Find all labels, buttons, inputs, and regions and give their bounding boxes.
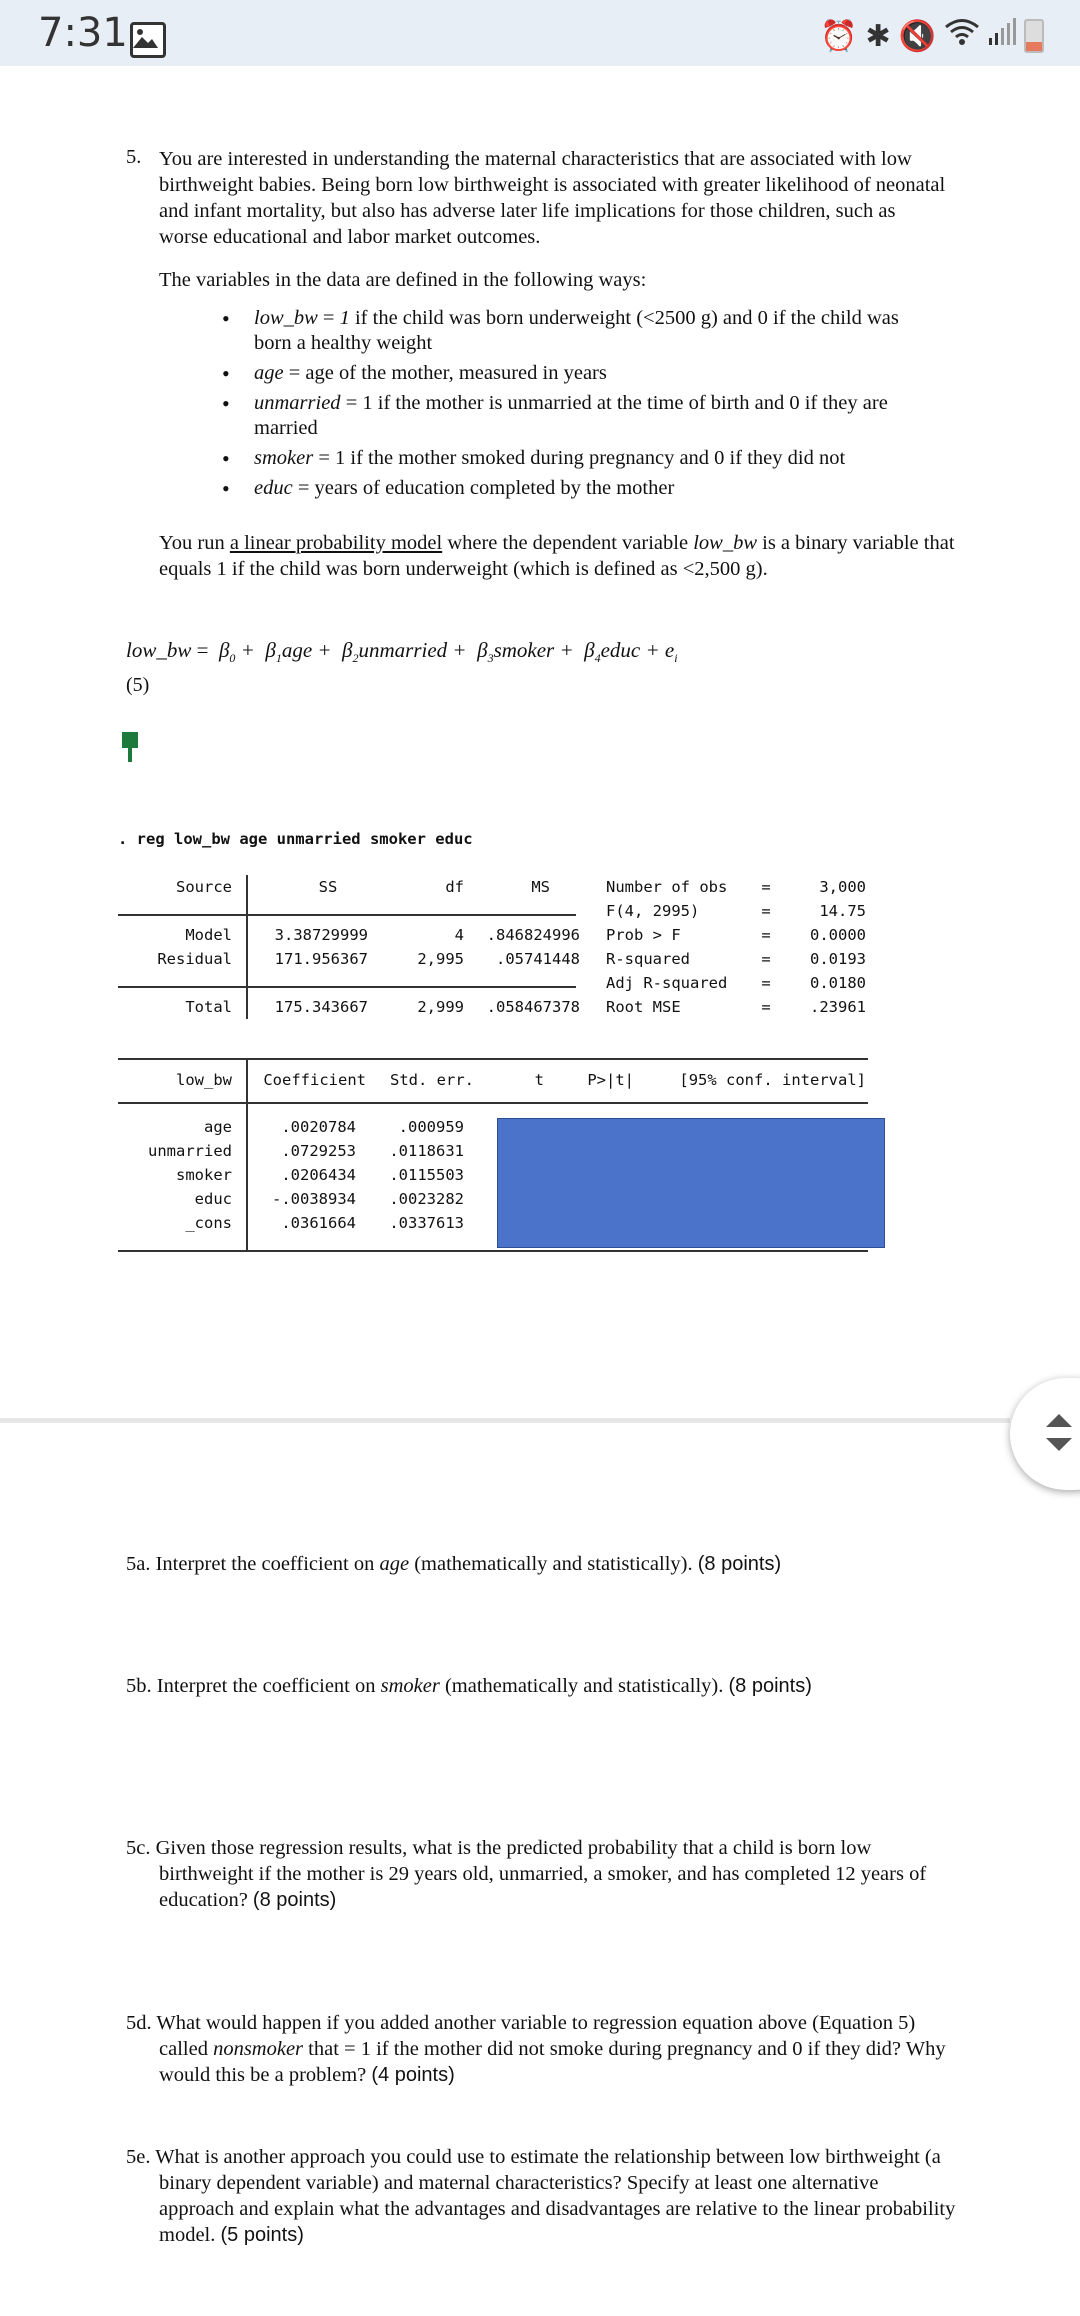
stat-value: 0.0180 [810, 974, 866, 992]
stat-equals: = [761, 926, 771, 944]
redaction-box [497, 1118, 885, 1248]
anova-row-source: Model [185, 926, 232, 944]
anova-total-ss: 175.343667 [274, 998, 368, 1016]
anova-total-source: Total [185, 998, 232, 1016]
variable-item: • educ = years of education completed by the mother [218, 476, 938, 501]
coef-variable: _cons [185, 1214, 232, 1232]
signal-icon [988, 18, 1016, 54]
coef-header-t: t [534, 1071, 544, 1089]
coef-header-ci: [95% conf. interval] [679, 1071, 866, 1089]
mute-icon: 🔇 [898, 18, 936, 54]
page-divider [0, 1418, 1010, 1423]
scroll-down-icon[interactable] [1046, 1438, 1072, 1451]
anova-row-df: 2,995 [417, 950, 464, 968]
stat-equals: = [761, 950, 771, 968]
scroll-up-icon[interactable] [1046, 1414, 1072, 1427]
stat-value: 0.0193 [810, 950, 866, 968]
coef-variable: unmarried [148, 1142, 232, 1160]
coef-header-coefficient: Coefficient [263, 1071, 366, 1089]
equation-number: (5) [126, 674, 150, 696]
coef-variable: age [204, 1118, 232, 1136]
anova-row-ss: 171.956367 [274, 950, 368, 968]
anova-total-df: 2,999 [417, 998, 464, 1016]
anova-row-source: Residual [157, 950, 232, 968]
coef-value: -.0038934 [272, 1190, 356, 1208]
stat-equals: = [761, 998, 771, 1016]
anova-header-source: Source [176, 878, 232, 896]
regression-equation: low_bw = $\beta_0 + \beta_1age$ + $\beta_2unmarried$ + $\beta_3smoker$ + $\beta_4educ + e_i$ [126, 638, 678, 666]
question-number: 5. [126, 146, 142, 168]
question-5c: 5c. Given those regression results, what is the predicted probability that a child is born low birthweight if the mother is 29 years old, unmarried, a smoker, and has completed 12 years of education? (8 points) [126, 1837, 927, 1911]
coef-std-err: .0337613 [389, 1214, 464, 1232]
anova-header-ss: SS [318, 878, 338, 896]
anova-rule [118, 914, 576, 916]
variables-heading: The variables in the data are defined in the following ways: [159, 269, 647, 291]
coef-header-depvar: low_bw [176, 1071, 232, 1089]
coef-divider [246, 1058, 248, 1250]
stat-label: Root MSE [606, 998, 681, 1016]
stat-label: Number of obs [606, 878, 728, 896]
coef-std-err: .000959 [398, 1118, 464, 1136]
variable-list [218, 306, 938, 506]
question-5a: 5a. Interpret the coefficient on age (mathematically and statistically). (8 points) [126, 1553, 782, 1575]
stat-value: 3,000 [819, 878, 866, 896]
alarm-icon: ⏰ [820, 18, 858, 54]
anova-row-ms: .846824996 [486, 926, 580, 944]
stat-label: Adj R-squared [606, 974, 728, 992]
coef-std-err: .0118631 [389, 1142, 464, 1160]
variable-item: • smoker = 1 if the mother smoked during pregnancy and 0 if they did not [218, 446, 938, 471]
stata-command: . reg low_bw age unmarried smoker educ [118, 830, 473, 848]
anova-row-ss: 3.38729999 [274, 926, 368, 944]
stat-label: F(4, 2995) [606, 902, 700, 920]
comment-marker-icon[interactable] [122, 732, 138, 762]
coef-header-se: Std. err. [390, 1071, 474, 1089]
question-5e: 5e. What is another approach you could use to estimate the relationship between low birthweight (a binary dependent variable) and maternal characteristics? Specify at least one alternative approach and explain what the advantages and disadvantages are relative to the linear probability model. (5 points) [126, 2146, 956, 2246]
bluetooth-icon: ✱ [865, 18, 891, 54]
battery-icon [1024, 19, 1044, 53]
question-5d: 5d. What would happen if you added another variable to regression equation above (Equation 5) called nonsmoker that = 1 if the mother did not smoke during pregnancy and 0 if they did? Why would this be a problem? (4 points) [126, 2012, 946, 2086]
stat-equals: = [761, 902, 771, 920]
coef-std-err: .0023282 [389, 1190, 464, 1208]
stat-value: .23961 [810, 998, 866, 1016]
coef-value: .0206434 [281, 1166, 356, 1184]
coef-variable: smoker [176, 1166, 232, 1184]
wifi-icon [944, 18, 980, 54]
status-icons [820, 18, 1044, 54]
linear-probability-model-link[interactable]: a linear probability model [229, 532, 443, 554]
coef-value: .0729253 [281, 1142, 356, 1160]
coef-std-err: .0115503 [389, 1166, 464, 1184]
page-scroll-button[interactable] [1010, 1378, 1080, 1490]
question-intro: You are interested in understanding the maternal characteristics that are associated with low birthweight babies. Being born low birthweight is associated with greater likelihood of neonatal and infant mortality, but also has adverse later life implications for those children, such as worse educational and labor market outcomes. [159, 148, 946, 248]
anova-total-ms: .058467378 [486, 998, 580, 1016]
stat-equals: = [761, 878, 771, 896]
gallery-notification-icon [130, 22, 166, 58]
anova-row-ms: .05741448 [496, 950, 580, 968]
coef-header-p: P>|t| [587, 1071, 634, 1089]
stat-label: R-squared [606, 950, 690, 968]
anova-header-ms: MS [531, 878, 550, 896]
coef-rule [118, 1058, 868, 1060]
variable-item: • unmarried = 1 if the mother is unmarried at the time of birth and 0 if they are married [218, 391, 938, 441]
coef-value: .0361664 [281, 1214, 356, 1232]
anova-rule [118, 986, 576, 988]
variable-item: • age = age of the mother, measured in years [218, 361, 938, 386]
stat-value: 0.0000 [810, 926, 866, 944]
coef-value: .0020784 [281, 1118, 356, 1136]
stat-value: 14.75 [819, 902, 866, 920]
stat-equals: = [761, 974, 771, 992]
variable-item: • low_bw = 1 if the child was born underweight (<2500 g) and 0 if the child was born a healthy weight [218, 306, 938, 356]
status-time: 7:31 [38, 10, 128, 56]
status-bar [0, 0, 1080, 66]
coef-rule [118, 1102, 868, 1104]
coef-variable: educ [194, 1190, 232, 1208]
stat-label: Prob > F [606, 926, 681, 944]
anova-divider [246, 875, 248, 1019]
coef-rule [118, 1250, 868, 1252]
anova-header-df: df [445, 878, 464, 896]
model-description: You run a linear probability model where the dependent variable low_bw is a binary variable that equals 1 if the child was born underweight (which is defined as <2,500 g). [159, 532, 955, 580]
anova-row-df: 4 [454, 926, 464, 944]
question-5b: 5b. Interpret the coefficient on smoker (mathematically and statistically). (8 points) [126, 1675, 812, 1697]
